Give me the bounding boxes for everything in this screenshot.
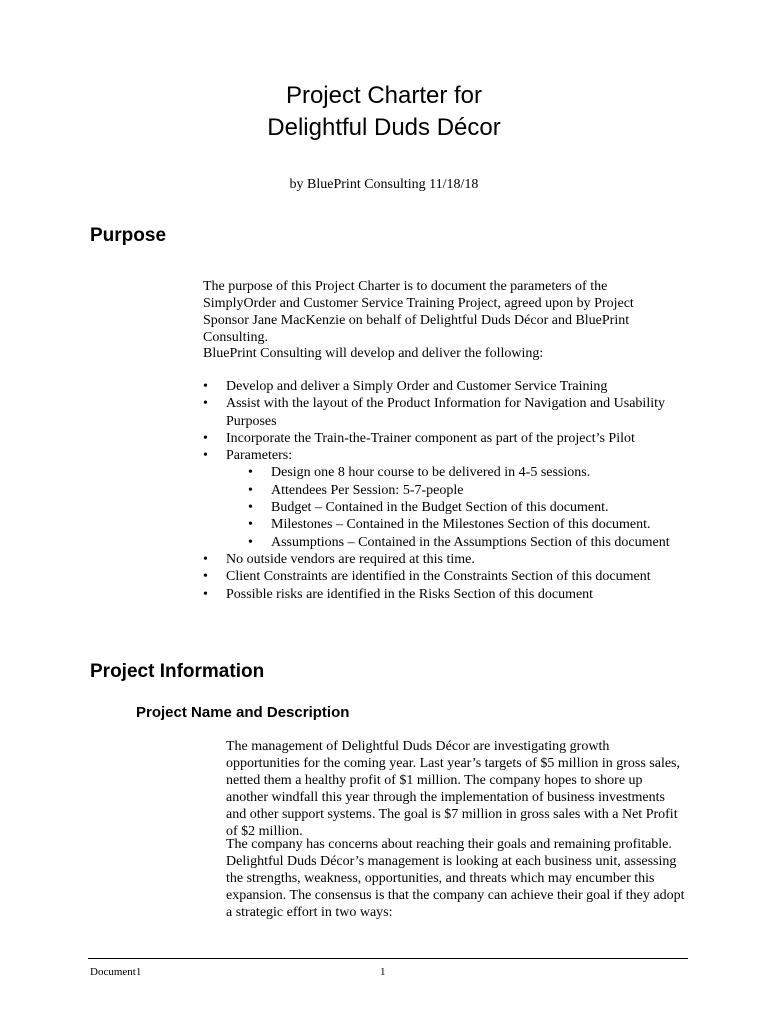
- project-information-heading: Project Information: [90, 661, 265, 682]
- sub-list-item: • Assumptions – Contained in the Assumptions Section of this document: [248, 534, 683, 551]
- list-item: • Possible risks are identified in the Risks Section of this document: [203, 586, 683, 603]
- footer-page-number: 1: [380, 966, 386, 978]
- footer-divider: [88, 958, 688, 959]
- list-item: • Assist with the layout of the Product Information for Navigation and Usability Purposes: [203, 395, 683, 430]
- list-item: • Client Constraints are identified in the Constraints Section of this document: [203, 568, 683, 585]
- sub-list-item: • Attendees Per Session: 5-7-people: [248, 482, 683, 499]
- title-line-2: Delightful Duds Décor: [267, 114, 501, 141]
- parameters-sublist: [226, 464, 683, 550]
- title-line-1: Project Charter for: [285, 82, 483, 109]
- project-description-paragraph-2: The company has concerns about reaching their goals and remaining profitable. Delightful Duds Décor’s management is looking at each business unit, assessing the strengths, weakness, opportunities, and threats which may encumber this expansion. The consensus is that the company can achieve their goal if they adopt a strategic effort in two ways:: [226, 837, 685, 920]
- project-description-paragraph-1: The management of Delightful Duds Décor are investigating growth opportunities for the coming year. Last year’s targets of $5 million in gross sales, netted them a healthy profit of $1 million. The company hopes to shore up another windfall this year through the implementation of business investments and other support systems. The goal is $7 million in gross sales with a Net Profit of $2 million.: [226, 739, 681, 839]
- parameters-label: Parameters:: [226, 448, 293, 464]
- document-title: [0, 80, 768, 144]
- byline: by BluePrint Consulting 11/18/18: [289, 177, 479, 192]
- list-item-parameters: [203, 447, 683, 551]
- list-item: • No outside vendors are required at this time.: [203, 551, 683, 568]
- purpose-paragraph-2: BluePrint Consulting will develop and deliver the following:: [203, 346, 544, 361]
- sub-list-item: • Budget – Contained in the Budget Section of this document.: [248, 499, 683, 516]
- list-item: • Develop and deliver a Simply Order and Customer Service Training: [203, 378, 683, 395]
- sub-list-item: • Design one 8 hour course to be delivered in 4-5 sessions.: [248, 464, 683, 481]
- deliverables-list: [203, 378, 683, 603]
- purpose-heading: Purpose: [90, 225, 167, 246]
- footer-document-name: Document1: [90, 966, 142, 978]
- sub-list-item: • Milestones – Contained in the Milestones Section of this document.: [248, 516, 683, 533]
- project-name-description-heading: Project Name and Description: [136, 704, 350, 721]
- purpose-paragraph-1: The purpose of this Project Charter is to document the parameters of the SimplyOrder and Customer Service Training Project, agreed upon by Project Sponsor Jane MacKenzie on behalf of Delightful Duds Décor and BluePrint Consulting.: [203, 279, 634, 345]
- list-item: • Incorporate the Train-the-Trainer component as part of the project’s Pilot: [203, 430, 683, 447]
